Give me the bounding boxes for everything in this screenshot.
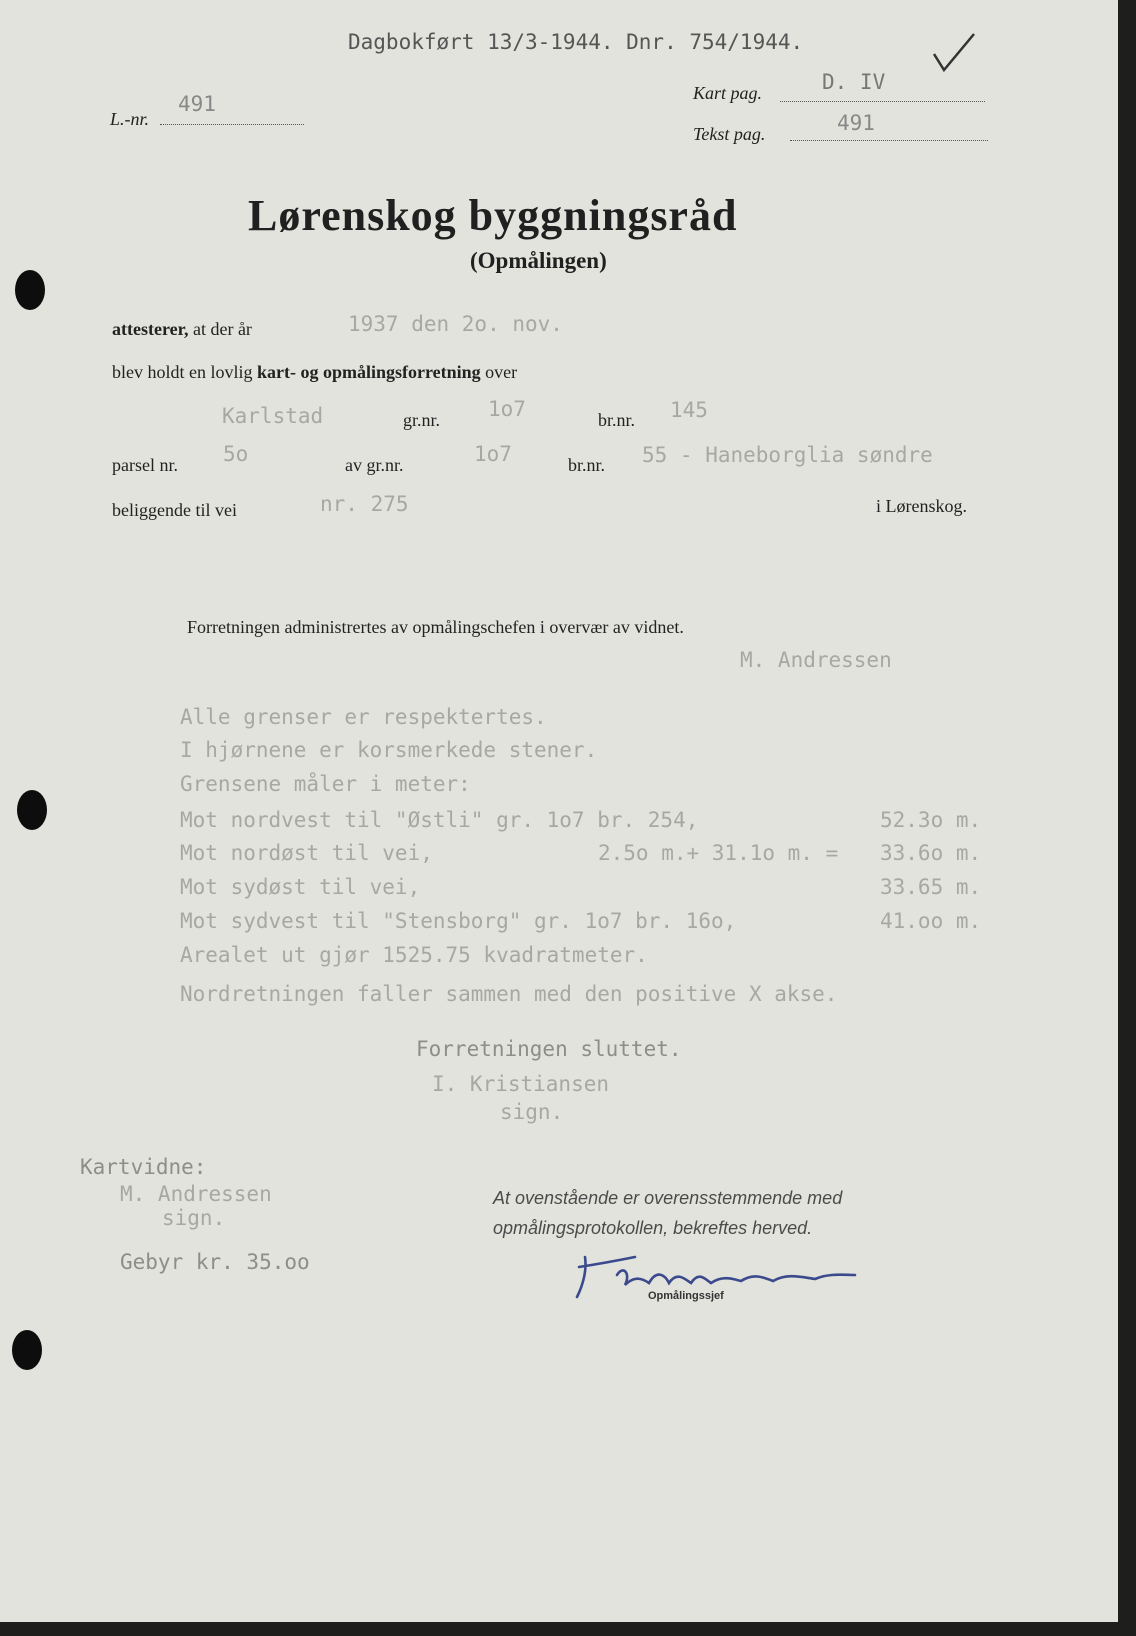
stamp-role: Opmålingssjef bbox=[648, 1290, 724, 1302]
administered-text: Forretningen administrertes av opmålingschefen i overvær av vidnet. bbox=[187, 617, 684, 637]
dagbok-line: Dagbokført 13/3-1944. Dnr. 754/1944. bbox=[348, 30, 804, 54]
tekst-pag-value: 491 bbox=[837, 111, 875, 135]
page-subtitle: (Opmålingen) bbox=[470, 248, 607, 273]
closing-signer: I. Kristiansen bbox=[432, 1072, 610, 1096]
measurement-calc: 2.5o m.+ 31.1o m. = bbox=[598, 841, 839, 865]
area-line: Arealet ut gjør 1525.75 kvadratmeter. bbox=[180, 943, 648, 967]
body-line: Grensene måler i meter: bbox=[180, 772, 471, 796]
measurement-value: 52.3o m. bbox=[880, 808, 982, 832]
forretning-line: blev holdt en lovlig kart- og opmålingsforretning over bbox=[112, 362, 518, 382]
measurement-value: 41.oo m. bbox=[880, 909, 982, 933]
av-grnr-value: 1o7 bbox=[474, 442, 512, 466]
witness-name: M. Andressen bbox=[740, 648, 892, 672]
kartvidne-label: Kartvidne: bbox=[80, 1155, 207, 1179]
kartvidne-name: M. Andressen bbox=[120, 1182, 272, 1206]
brnr-label: br.nr. bbox=[598, 410, 636, 430]
brnr2-label: br.nr. bbox=[568, 455, 606, 475]
vei-value: nr. 275 bbox=[320, 492, 409, 516]
tekst-pag-label: Tekst pag. bbox=[693, 124, 766, 144]
closing-ended: Forretningen sluttet. bbox=[416, 1037, 682, 1061]
av-grnr-label: av gr.nr. bbox=[345, 455, 404, 475]
kart-pag-label: Kart pag. bbox=[693, 83, 763, 103]
punch-hole bbox=[12, 1330, 42, 1370]
checkmark-icon bbox=[930, 32, 978, 76]
punch-hole bbox=[17, 790, 47, 830]
grnr-label: gr.nr. bbox=[403, 410, 441, 430]
lnr-value: 491 bbox=[178, 92, 216, 116]
kartvidne-sign: sign. bbox=[162, 1206, 226, 1230]
kart-pag-value: D. IV bbox=[822, 70, 886, 94]
location: i Lørenskog. bbox=[876, 496, 967, 516]
body-line: I hjørnene er korsmerkede stener. bbox=[180, 738, 598, 762]
brnr2-value: 55 - Haneborglia søndre bbox=[642, 443, 933, 467]
signature bbox=[565, 1245, 895, 1305]
closing-sign: sign. bbox=[500, 1100, 564, 1124]
date-value: 1937 den 2o. nov. bbox=[348, 312, 563, 336]
brnr-value: 145 bbox=[670, 398, 708, 422]
measurement-text: Mot sydøst til vei, bbox=[180, 875, 421, 899]
stamp-line: opmålingsprotokollen, bekreftes herved. bbox=[493, 1218, 813, 1238]
grnr-value: 1o7 bbox=[488, 397, 526, 421]
parsel-value: 5o bbox=[223, 442, 249, 466]
fee: Gebyr kr. 35.oo bbox=[120, 1250, 310, 1274]
body-line: Alle grenser er respektertes. bbox=[180, 705, 547, 729]
measurement-value: 33.65 m. bbox=[880, 875, 982, 899]
lnr-label: L.-nr. bbox=[110, 109, 150, 129]
page-title: Lørenskog byggningsråd bbox=[248, 191, 738, 240]
farm-name: Karlstad bbox=[222, 404, 324, 428]
measurement-text: Mot sydvest til "Stensborg" gr. 1o7 br. 16o, bbox=[180, 909, 737, 933]
parsel-label: parsel nr. bbox=[112, 455, 178, 475]
stamp-line: At ovenstående er overensstemmende med bbox=[493, 1188, 843, 1208]
measurement-text: Mot nordøst til vei, bbox=[180, 841, 433, 865]
vei-label: beliggende til vei bbox=[112, 500, 237, 520]
attesterer-line: attesterer, at der år bbox=[112, 319, 252, 339]
north-line: Nordretningen faller sammen med den positive X akse. bbox=[180, 982, 838, 1006]
measurement-text: Mot nordvest til "Østli" gr. 1o7 br. 254, bbox=[180, 808, 699, 832]
punch-hole bbox=[15, 270, 45, 310]
measurement-value: 33.6o m. bbox=[880, 841, 982, 865]
